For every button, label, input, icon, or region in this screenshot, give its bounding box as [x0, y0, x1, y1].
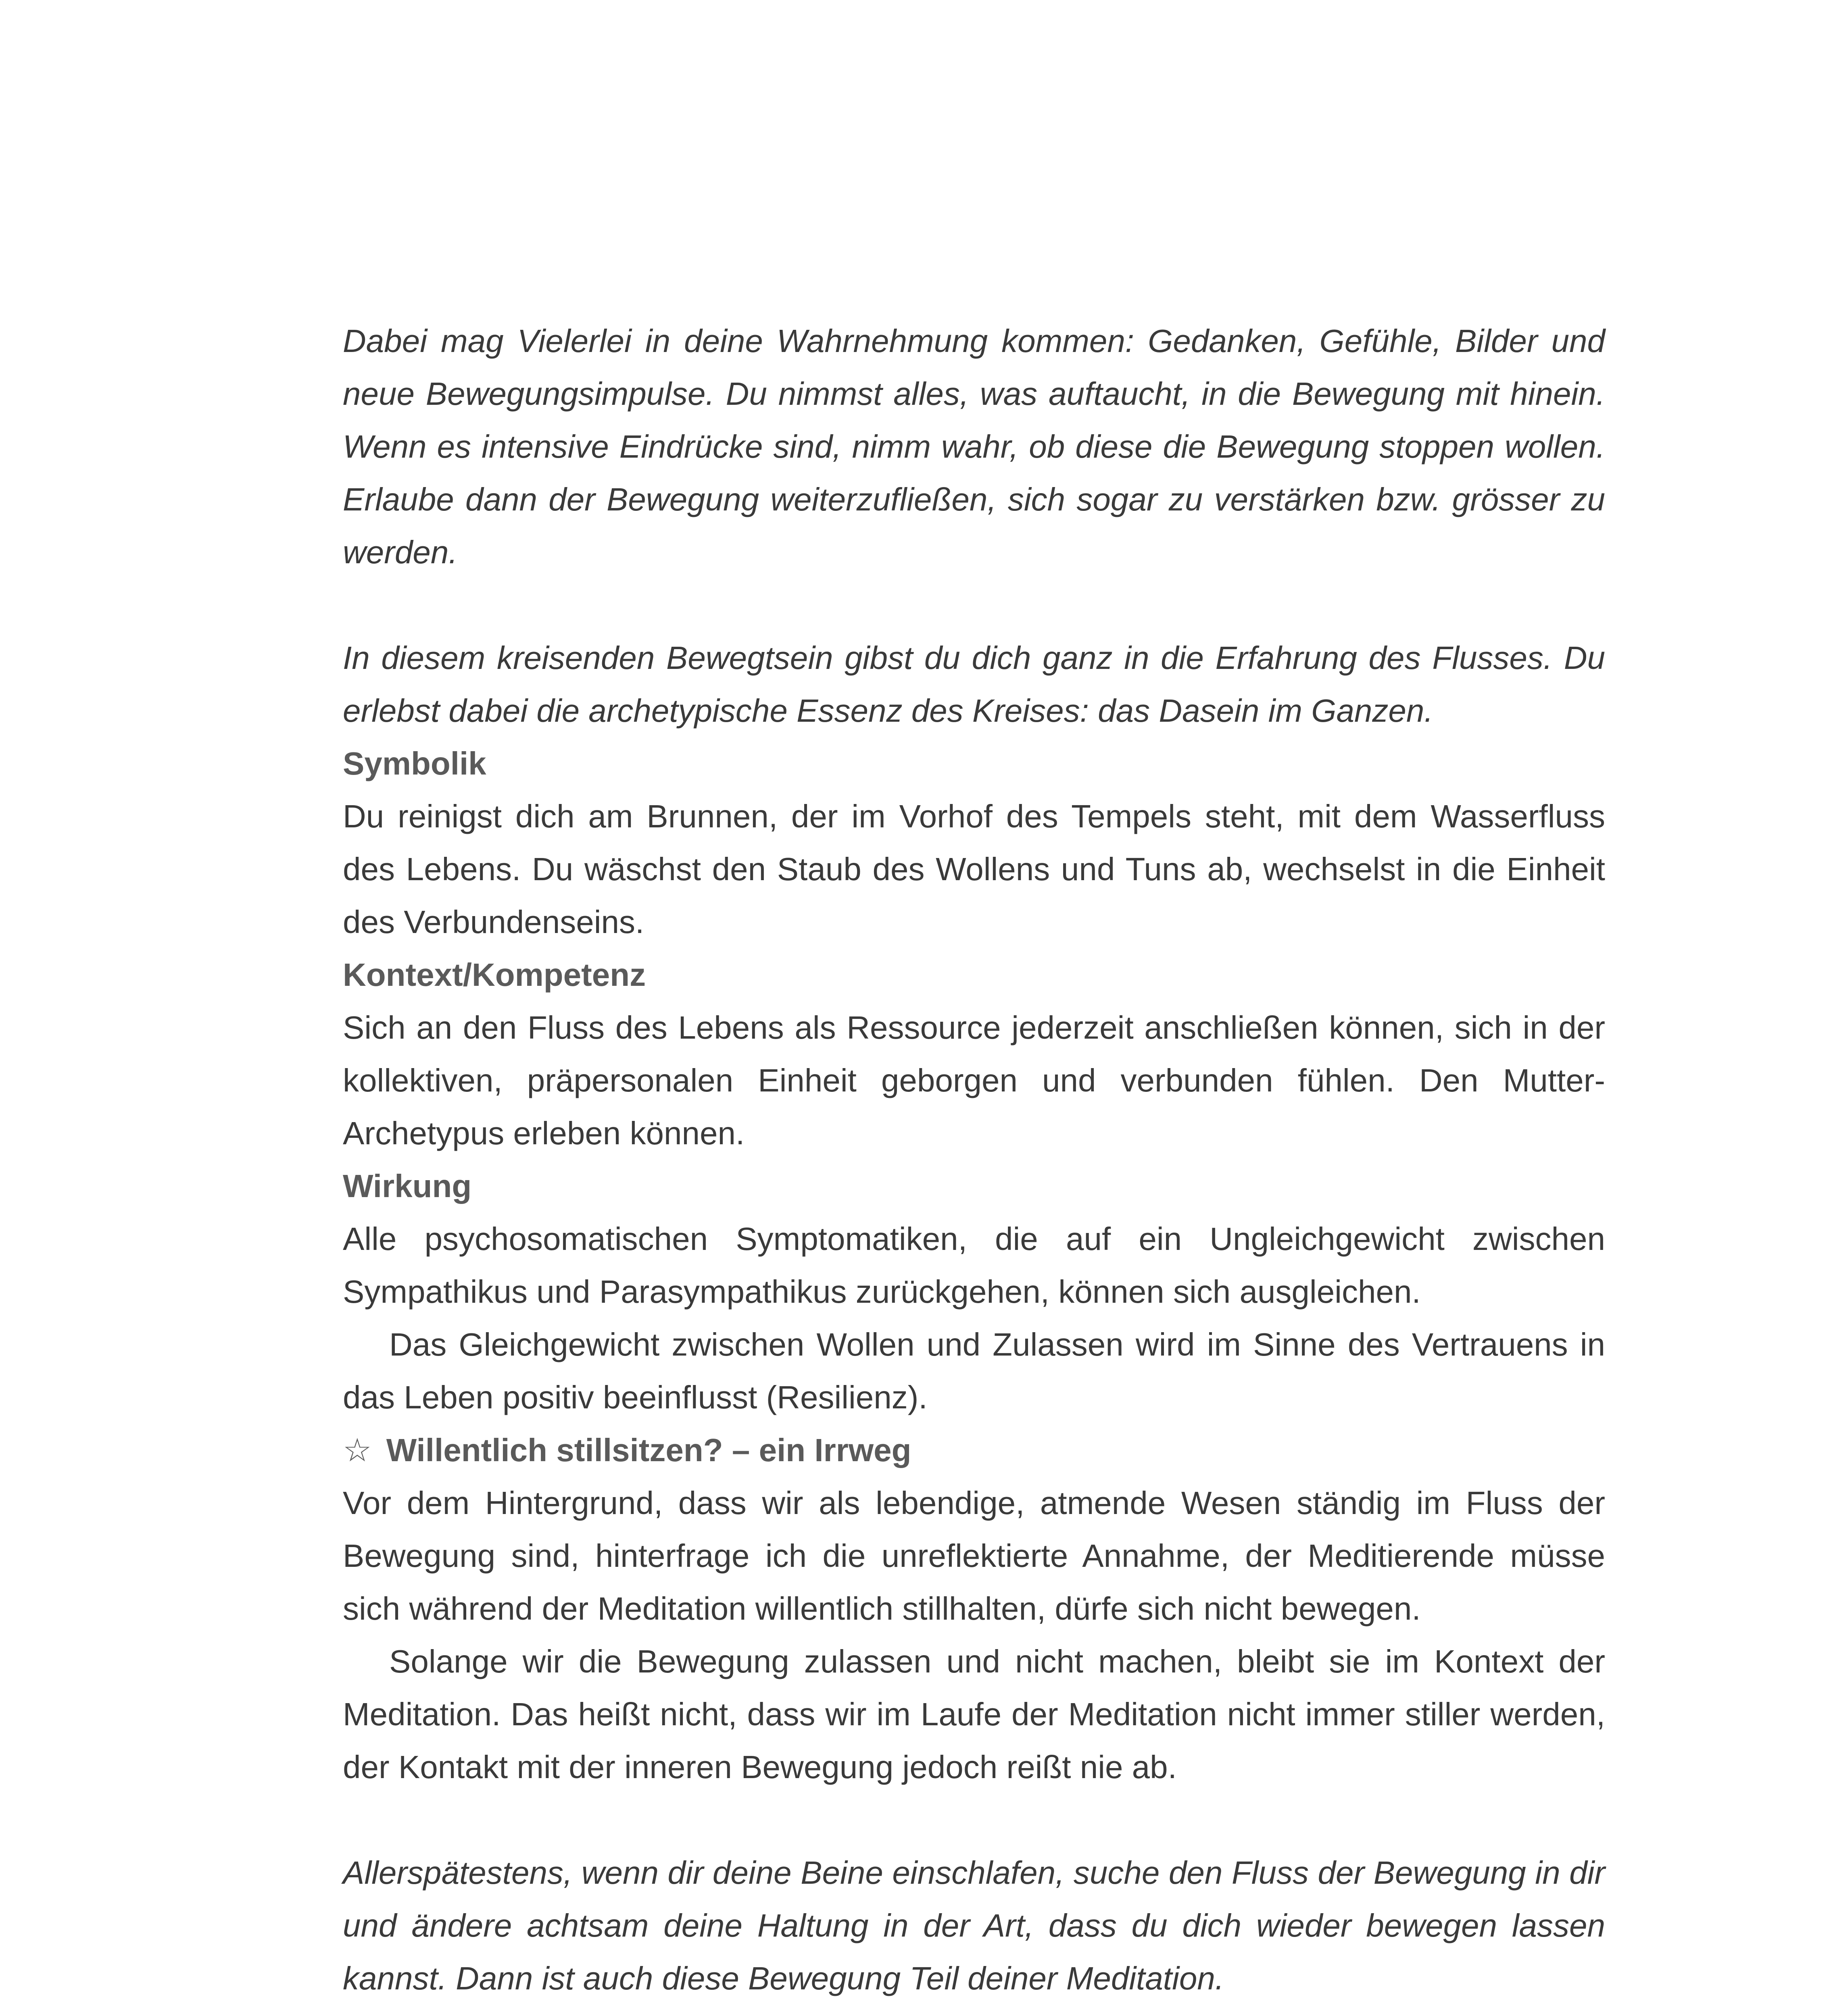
- intro-paragraph-1: Dabei mag Vielerlei in deine Wahrnehmung kommen: Gedanken, Gefühle, Bilder und neue Bewegungsimpulse. Du nimmst alles, was auftaucht, in die Bewegung mit hinein. Wenn es intensive Eindrücke sind, nimm wahr, ob diese die Bewegung stoppen wollen. Erlaube dann der Bewegung weiterzufließen, sich sogar zu verstärken bzw. grösser zu werden.: [343, 323, 1605, 570]
- body-text: [343, 314, 1605, 2005]
- kontext-text: Sich an den Fluss des Lebens als Ressource jederzeit anschließen können, sich in der kollektiven, präpersonalen Einheit geborgen und verbunden fühlen. Den Mutter-Archetypus erleben können.: [343, 1010, 1605, 1151]
- star-icon: ☆: [343, 1432, 372, 1468]
- wirkung-heading: Wirkung: [343, 1168, 472, 1204]
- symbolik-heading: Symbolik: [343, 746, 486, 781]
- kontext-heading: Kontext/Kompetenz: [343, 957, 646, 993]
- symbolik-text: Du reinigst dich am Brunnen, der im Vorhof des Tempels steht, mit dem Wasserfluss des Lebens. Du wäschst den Staub des Wollens und Tuns ab, wechselst in die Einheit des Verbundenseins.: [343, 798, 1605, 940]
- irrweg-heading: Willentlich stillsitzen? – ein Irrweg: [386, 1432, 911, 1468]
- irrweg-text-1: Vor dem Hintergrund, dass wir als lebendige, atmende Wesen ständig im Fluss der Bewegung sind, hinterfrage ich die unreflektierte Annahme, der Meditierende müsse sich während der Meditation willentlich stillhalten, dürfe sich nicht bewegen.: [343, 1485, 1605, 1627]
- closing-paragraph: Allerspätestens, wenn dir deine Beine einschlafen, suche den Fluss der Bewegung in dir und ändere achtsam deine Haltung in der Art, dass du dich wieder bewegen lassen kannst. Dann ist auch diese Bewegung Teil deiner Meditation.: [343, 1855, 1605, 1996]
- irrweg-text-2: Solange wir die Bewegung zulassen und nicht machen, bleibt sie im Kontext der Meditation. Das heißt nicht, dass wir im Laufe der Meditation nicht immer stiller werden, der Kontakt mit der inneren Bewegung jedoch reißt nie ab.: [343, 1643, 1605, 1785]
- irrweg-heading-line: [343, 1424, 1605, 1477]
- intro-paragraph-2: In diesem kreisenden Bewegtsein gibst du dich ganz in die Erfahrung des Flusses. Du erlebst dabei die archetypische Essenz des Kreises: das Dasein im Ganzen.: [343, 640, 1605, 729]
- wirkung-text-2: Das Gleichgewicht zwischen Wollen und Zulassen wird im Sinne des Vertrauens in das Leben positiv beeinflusst (Resilienz).: [343, 1327, 1605, 1415]
- wirkung-text-1: Alle psychosomatischen Symptomatiken, die auf ein Ungleichgewicht zwischen Sympathikus und Parasympathikus zurückgehen, können sich ausgleichen.: [343, 1221, 1605, 1310]
